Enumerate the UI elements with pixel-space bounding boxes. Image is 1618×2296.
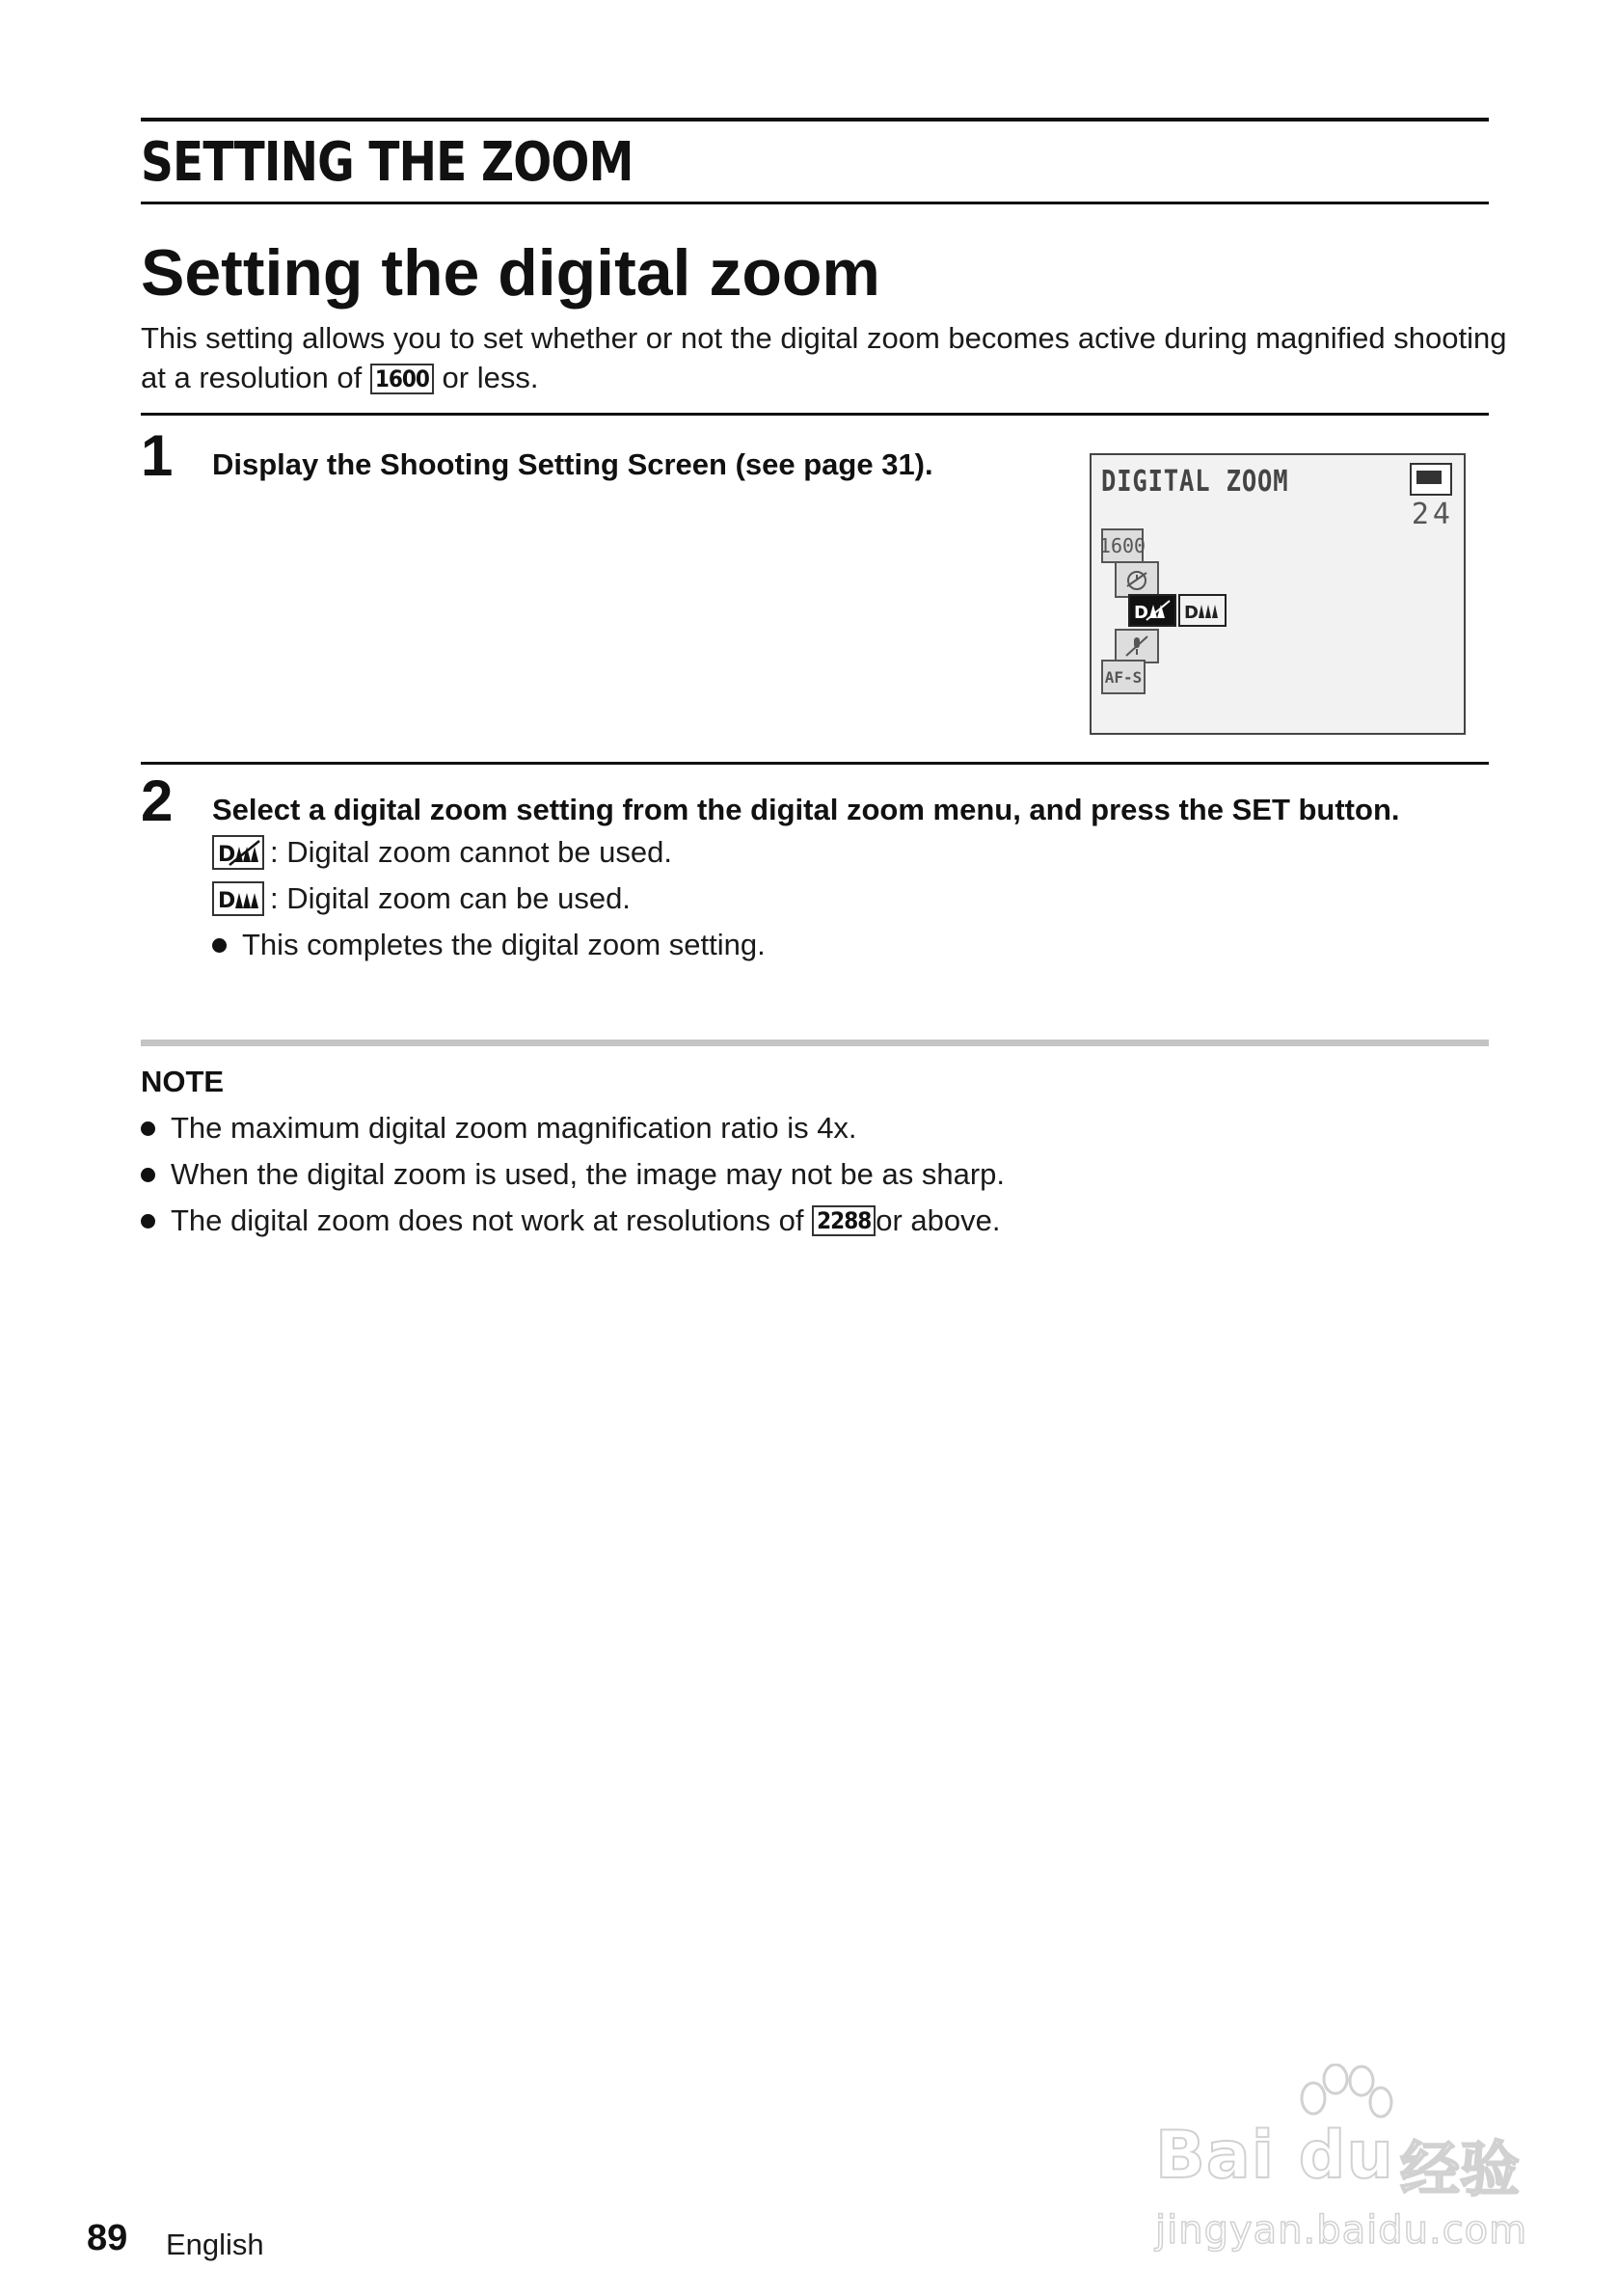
note-rule	[141, 1040, 1489, 1046]
digital-zoom-menu	[1128, 594, 1227, 627]
note-item	[141, 1203, 1001, 1238]
note-text: When the digital zoom is used, the image may not be as sharp.	[171, 1157, 1006, 1191]
footer-language: English	[166, 2228, 264, 2261]
option-digital-zoom-on	[212, 881, 631, 916]
step-text: Select a digital zoom setting from the digital zoom menu, and press the SET button.	[212, 793, 1400, 826]
note-text-before: The digital zoom does not work at resolutions of	[171, 1203, 804, 1237]
section-title: SETTING THE ZOOM	[141, 131, 634, 194]
step2-rule	[141, 762, 1489, 765]
baidu-watermark	[1147, 2064, 1552, 2256]
step-number: 2	[141, 769, 174, 833]
resolution-1600-icon: 1600	[370, 364, 434, 394]
page-number: 89	[87, 2218, 128, 2258]
af-mode-icon: AF-S	[1101, 660, 1146, 694]
battery-icon	[1410, 463, 1452, 496]
svg-text:D: D	[218, 843, 236, 866]
bullet-icon	[141, 1121, 155, 1136]
step2-bullet	[212, 928, 766, 962]
svg-text:D: D	[1184, 603, 1199, 622]
digital-zoom-off-option[interactable]	[1128, 594, 1176, 627]
digital-zoom-off-icon	[212, 835, 264, 870]
note-text-after: or above.	[876, 1203, 1001, 1237]
bullet-icon	[212, 938, 227, 953]
bullet-icon	[141, 1168, 155, 1182]
lcd-shots-remaining: 24	[1411, 498, 1454, 531]
page-title: Setting the digital zoom	[141, 236, 880, 310]
resolution-2288-icon: 2288	[812, 1205, 876, 1236]
intro-paragraph	[141, 318, 1510, 397]
lcd-title: DIGITAL ZOOM	[1101, 465, 1289, 499]
digital-zoom-on-icon	[212, 881, 264, 916]
watermark-brand: Bai du	[1155, 2118, 1394, 2194]
svg-text:D: D	[218, 889, 236, 912]
note-item	[141, 1111, 857, 1146]
self-timer-icon	[1115, 561, 1159, 598]
section-rule	[141, 202, 1489, 204]
option-label: : Digital zoom can be used.	[270, 881, 631, 915]
watermark-url: jingyan.baidu.com	[1155, 2208, 1528, 2253]
camera-lcd-screen	[1090, 453, 1466, 735]
digital-zoom-on-option[interactable]	[1178, 594, 1227, 627]
top-rule	[141, 118, 1489, 122]
note-heading: NOTE	[141, 1065, 225, 1098]
lcd-resolution-icon: 1600	[1101, 528, 1144, 563]
note-item	[141, 1157, 1005, 1192]
bullet-icon	[141, 1214, 155, 1229]
intro-text-after: or less.	[433, 361, 539, 394]
svg-text:D: D	[1134, 603, 1148, 622]
note-text: The maximum digital zoom magnification ratio is 4x.	[171, 1111, 857, 1145]
step1-rule	[141, 413, 1489, 416]
option-label: : Digital zoom cannot be used.	[270, 835, 673, 869]
watermark-chinese: 经验	[1400, 2134, 1521, 2204]
option-digital-zoom-off	[212, 835, 672, 870]
intro-text-before: This setting allows you to set whether or not the digital zoom becomes active during magnified shooting at a resolution of	[141, 321, 1507, 394]
step-number: 1	[141, 423, 174, 488]
bullet-text: This completes the digital zoom setting.	[242, 928, 766, 961]
step-text: Display the Shooting Setting Screen (see page 31).	[212, 447, 933, 481]
voice-memo-off-icon	[1115, 629, 1159, 663]
